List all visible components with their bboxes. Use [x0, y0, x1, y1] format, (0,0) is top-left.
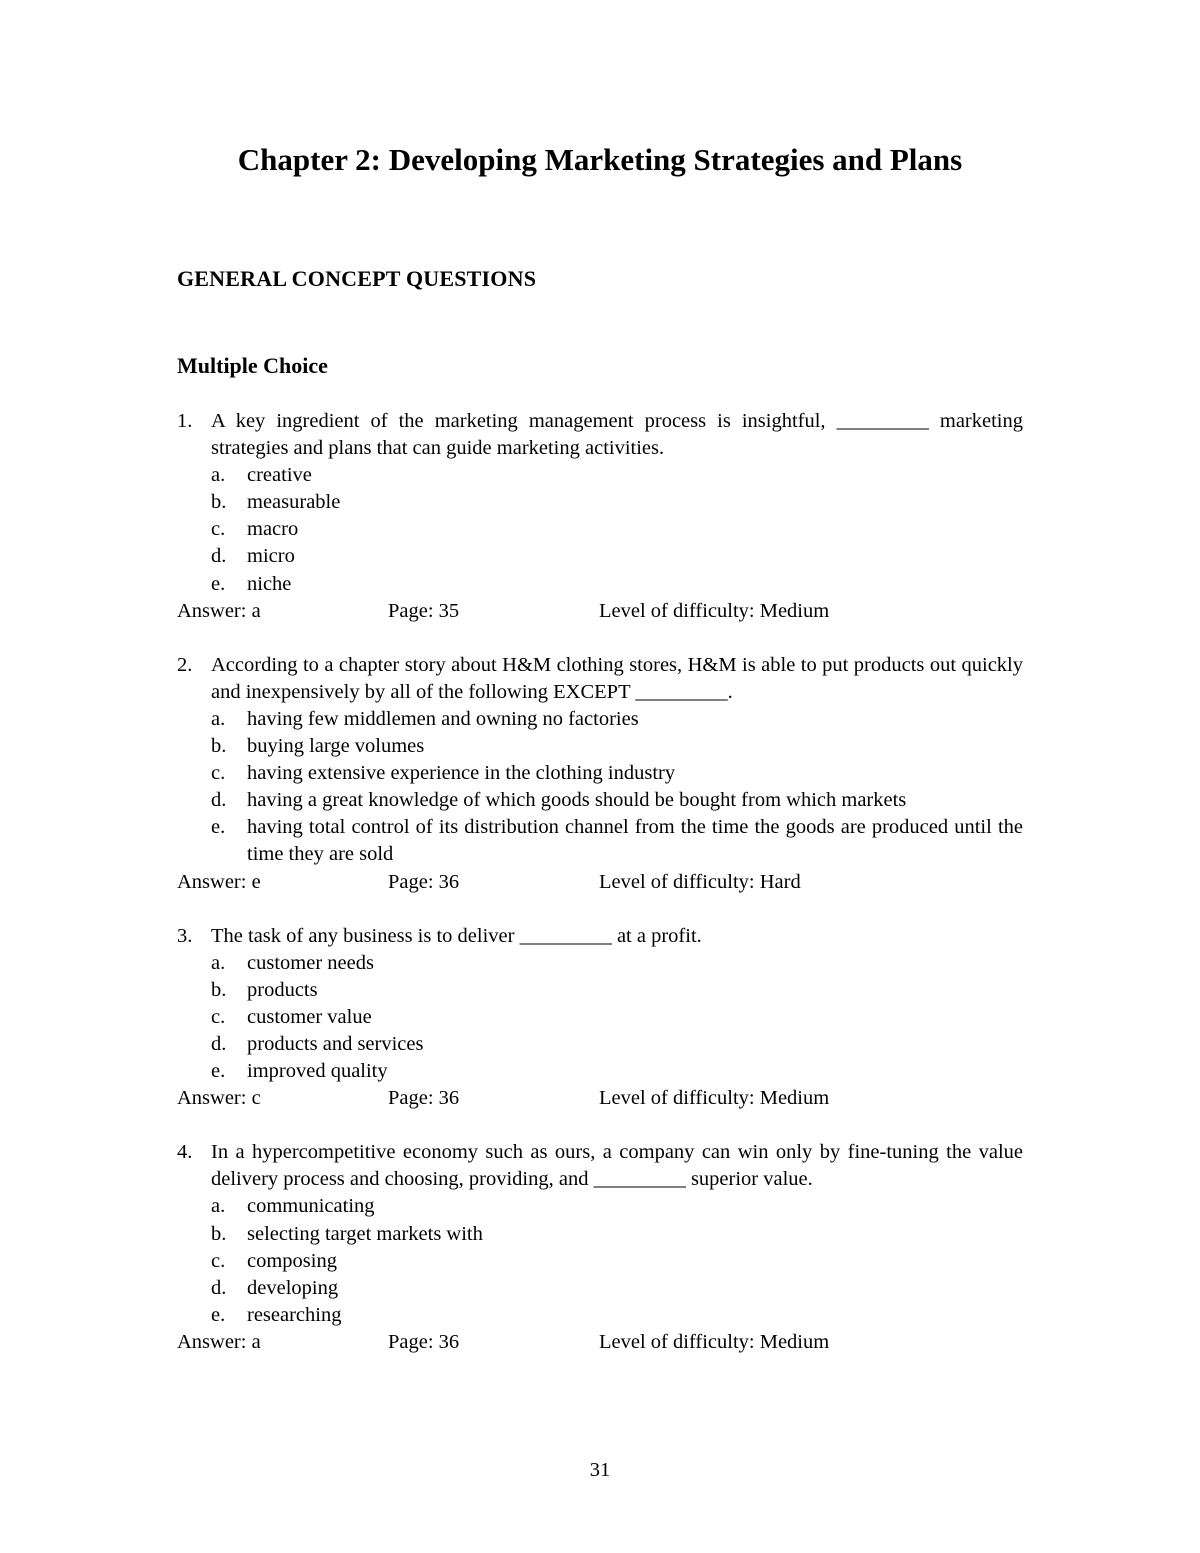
answer-label: Answer: a: [177, 1330, 261, 1353]
question-number: 4.: [177, 1141, 193, 1164]
question-text: The task of any business is to deliver _________ at a profit.: [211, 924, 702, 947]
option-a: [211, 1193, 1023, 1220]
page-reference: Page: 35: [388, 599, 460, 622]
option-text: buying large volumes: [247, 735, 425, 758]
option-letter: e.: [211, 816, 226, 839]
option-c: [211, 516, 1023, 543]
option-text: communicating: [247, 1195, 375, 1218]
option-e: [211, 571, 1023, 598]
option-letter: d.: [211, 789, 227, 812]
option-c: [211, 1004, 1023, 1031]
answer-label: Answer: a: [177, 599, 261, 622]
option-a: [211, 462, 1023, 489]
option-c: [211, 1248, 1023, 1275]
page-reference: Page: 36: [388, 870, 460, 893]
chapter-title: Chapter 2: Developing Marketing Strategies and Plans: [237, 142, 963, 177]
option-text: composing: [247, 1249, 337, 1272]
option-text: having extensive experience in the clothing industry: [247, 762, 676, 785]
answer-line: [177, 869, 1023, 896]
option-letter: c.: [211, 518, 226, 541]
option-b: [211, 489, 1023, 516]
option-text: developing: [247, 1276, 339, 1299]
option-letter: b.: [211, 1222, 227, 1245]
difficulty-level: Level of difficulty: Medium: [599, 1087, 830, 1110]
option-a: [211, 950, 1023, 977]
question-number: 2.: [177, 653, 193, 676]
question-number: 1.: [177, 410, 193, 432]
option-letter: a.: [211, 707, 226, 730]
option-letter: d.: [211, 1276, 227, 1299]
option-e: [211, 1058, 1023, 1085]
section-title: GENERAL CONCEPT QUESTIONS: [177, 266, 537, 291]
question-text: In a hypercompetitive economy such as ours, a company can win only by fine-tuning the value delivery process and choosing, providing, and _________ superior value.: [211, 1141, 1023, 1191]
question-3: [177, 923, 1023, 1113]
option-letter: a.: [211, 951, 226, 974]
option-text: customer needs: [247, 951, 374, 974]
option-text: products: [247, 978, 318, 1001]
option-text: having a great knowledge of which goods should be bought from which markets: [247, 789, 907, 812]
page-reference: Page: 36: [388, 1087, 460, 1110]
option-letter: c.: [211, 762, 226, 785]
option-e: [211, 814, 1023, 868]
question-list: [177, 408, 1023, 1383]
subsection-title: Multiple Choice: [177, 353, 328, 378]
option-c: [211, 760, 1023, 787]
option-text: having few middlemen and owning no factories: [247, 707, 639, 730]
option-d: [211, 787, 1023, 814]
option-letter: b.: [211, 978, 227, 1001]
option-list: [177, 950, 1023, 1085]
question-text: According to a chapter story about H&M clothing stores, H&M is able to put products out quickly and inexpensively by all of the following EXCEPT _________.: [211, 653, 1023, 703]
option-letter: a.: [211, 464, 226, 487]
question-stem: [177, 923, 1023, 950]
option-letter: e.: [211, 1303, 226, 1326]
option-text: selecting target markets with: [247, 1222, 483, 1245]
option-text: researching: [247, 1303, 342, 1326]
option-letter: c.: [211, 1005, 226, 1028]
answer-label: Answer: c: [177, 1087, 261, 1110]
option-b: [211, 1221, 1023, 1248]
option-d: [211, 1275, 1023, 1302]
question-stem: [177, 652, 1023, 706]
difficulty-level: Level of difficulty: Medium: [599, 1330, 830, 1353]
page-number: 31: [589, 1459, 611, 1481]
option-text: measurable: [247, 491, 341, 514]
answer-line: [177, 598, 1023, 625]
question-4: [177, 1139, 1023, 1356]
option-d: [211, 543, 1023, 570]
question-text: A key ingredient of the marketing management process is insightful, _________ marketing strategies and plans that can guide marketing activities.: [211, 410, 1023, 460]
option-text: creative: [247, 464, 312, 487]
option-list: [177, 462, 1023, 597]
question-2: [177, 652, 1023, 896]
option-text: macro: [247, 518, 299, 541]
question-number: 3.: [177, 924, 193, 947]
option-b: [211, 733, 1023, 760]
question-stem: [177, 408, 1023, 462]
option-text: improved quality: [247, 1060, 388, 1083]
option-text: having total control of its distribution channel from the time the goods are produced until the time they are sold: [247, 816, 1023, 866]
answer-line: [177, 1085, 1023, 1112]
option-letter: d.: [211, 545, 227, 568]
option-letter: d.: [211, 1032, 227, 1055]
option-letter: e.: [211, 1060, 226, 1083]
option-text: micro: [247, 545, 295, 568]
question-1: [177, 408, 1023, 625]
option-letter: b.: [211, 735, 227, 758]
option-text: products and services: [247, 1032, 424, 1055]
difficulty-level: Level of difficulty: Hard: [599, 870, 801, 893]
option-list: [177, 706, 1023, 869]
option-e: [211, 1302, 1023, 1329]
answer-label: Answer: e: [177, 870, 261, 893]
option-a: [211, 706, 1023, 733]
option-letter: e.: [211, 572, 226, 595]
option-text: customer value: [247, 1005, 372, 1028]
option-letter: a.: [211, 1195, 226, 1218]
option-d: [211, 1031, 1023, 1058]
option-letter: c.: [211, 1249, 226, 1272]
option-list: [177, 1193, 1023, 1328]
option-letter: b.: [211, 491, 227, 514]
question-stem: [177, 1139, 1023, 1193]
option-b: [211, 977, 1023, 1004]
answer-line: [177, 1329, 1023, 1356]
difficulty-level: Level of difficulty: Medium: [599, 599, 830, 622]
option-text: niche: [247, 572, 292, 595]
page-reference: Page: 36: [388, 1330, 460, 1353]
